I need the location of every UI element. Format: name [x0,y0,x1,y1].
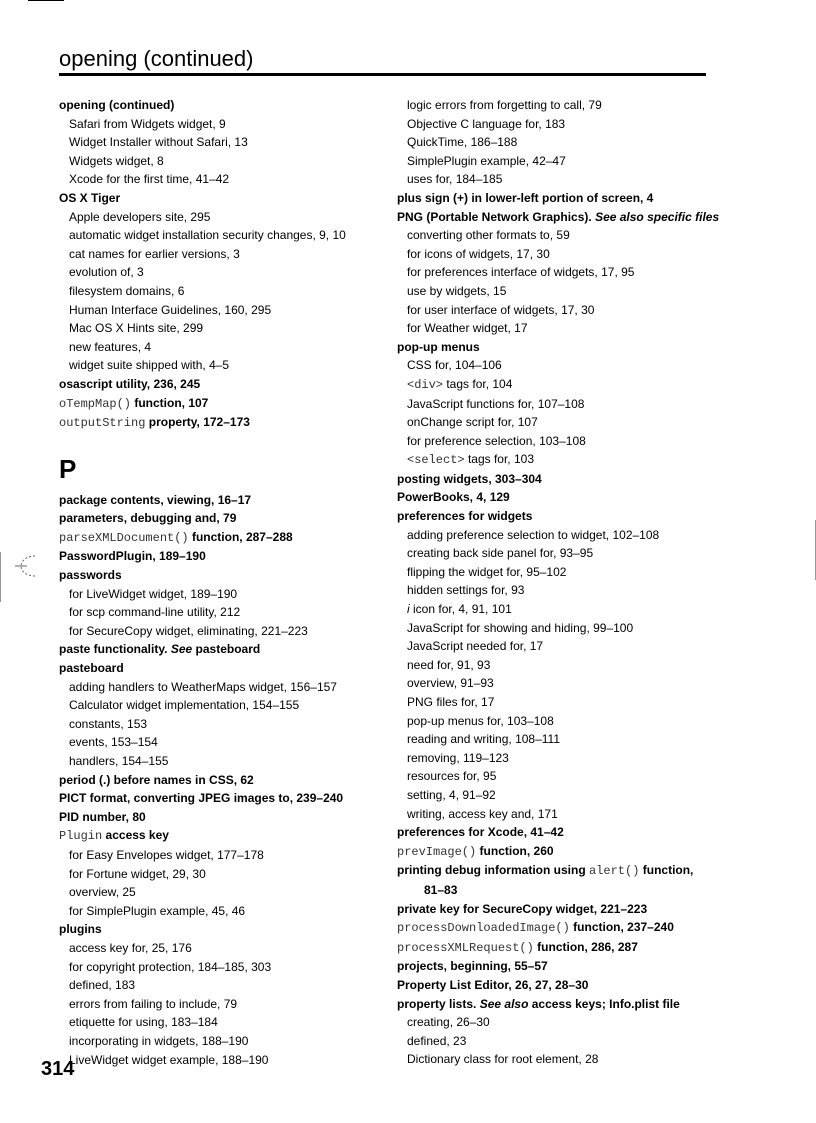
index-subentry: overview, 25 [69,885,136,900]
index-column-left [59,96,389,1069]
index-subentry: evolution of, 3 [69,265,144,280]
index-entry [397,861,717,881]
index-subentry: etiquette for using, 183–184 [69,1015,218,1030]
index-entry-continuation: 81–83 [424,882,458,897]
index-subentry: handlers, 154–155 [69,754,169,768]
section-letter: P [59,453,77,484]
index-subentry: Objective C language for, 183 [407,116,566,131]
see-target: pasteboard [195,642,261,657]
index-entry [397,842,717,862]
index-entry: Property List Editor, 26, 27, 28–30 [397,977,589,992]
index-subentry: PNG files for, 17 [407,695,495,709]
index-entry: pop-up menus [397,339,480,354]
see-also-reference: See also [479,996,529,1011]
index-subentry: cat names for earlier versions, 3 [69,246,240,261]
code-term: parseXMLDocument() [59,530,189,545]
index-subentry: Dictionary class for root element, 28 [407,1052,599,1067]
index-subentry [397,600,717,619]
index-subentry: SimplePlugin example, 42–47 [407,153,566,168]
entry-locator: tags for, 104 [443,376,513,391]
index-subentry: incorporating in widgets, 188–190 [69,1033,249,1048]
index-entry: private key for SecureCopy widget, 221–223 [397,901,648,916]
top-crop-rule [28,0,64,1]
index-subentry: need for, 91, 93 [407,657,491,672]
entry-locator: function, 237–240 [569,920,674,935]
index-subentry: for SimplePlugin example, 45, 46 [69,903,246,918]
code-term: alert() [588,864,640,879]
code-term: outputString [59,416,146,431]
index-entry [59,640,389,659]
header-rule [59,73,706,76]
index-subentry: Safari from Widgets widget, 9 [69,116,226,131]
index-subentry: constants, 153 [69,716,148,731]
index-entry: preferences for Xcode, 41–42 [397,825,564,840]
index-subentry: defined, 23 [407,1033,467,1048]
page-number: 314 [41,1058,75,1080]
index-subentry: creating, 26–30 [407,1015,490,1030]
index-subentry: reading and writing, 108–111 [407,732,560,747]
index-subentry: for copyright protection, 184–185, 303 [69,959,272,974]
entry-term: PNG (Portable Network Graphics). [397,209,592,224]
index-subentry: Widget Installer without Safari, 13 [69,135,248,150]
entry-locator: property, 172–173 [145,415,250,430]
index-subentry: uses for, 184–185 [407,172,503,187]
index-entry: plus sign (+) in lower-left portion of screen, 4 [397,190,654,205]
index-subentry: for SecureCopy widget, eliminating, 221–223 [69,623,308,638]
index-subentry: Human Interface Guidelines, 160, 295 [69,302,272,317]
see-reference: See [170,642,193,657]
index-subentry: QuickTime, 186–188 [407,135,518,150]
entry-locator: function, 107 [131,395,209,410]
entry-locator: function, 286, 287 [533,939,638,954]
index-subentry: overview, 91–93 [407,676,494,691]
index-subentry [397,450,717,470]
entry-locator: access key [102,828,169,843]
code-term: prevImage() [397,844,477,859]
index-subentry: Widgets widget, 8 [69,153,164,168]
binding-hole-icon [15,553,47,579]
entry-locator: function, 287–288 [188,529,293,544]
index-subentry: for preference selection, 103–108 [407,433,586,448]
index-subentry: automatic widget installation security changes, 9, 10 [69,228,346,243]
index-entry: PasswordPlugin, 189–190 [59,549,206,564]
index-entry [397,938,717,958]
index-subentry: resources for, 95 [407,769,497,784]
index-entry: preferences for widgets [397,509,533,524]
index-entry [397,208,720,227]
index-subentry: onChange script for, 107 [407,415,538,430]
index-subentry: filesystem domains, 6 [69,283,185,298]
index-entry: opening (continued) [59,98,175,112]
index-subentry: new features, 4 [69,339,152,354]
index-subentry: errors from failing to include, 79 [69,996,238,1011]
index-entry: passwords [59,568,122,583]
index-subentry: for Easy Envelopes widget, 177–178 [69,847,264,862]
entry-term: property lists. [397,996,477,1011]
code-term: <div> [407,377,444,392]
index-entry [59,528,389,548]
index-subentry: widget suite shipped with, 4–5 [69,358,230,373]
see-also-reference: See also specific files [595,209,720,224]
index-subentry: logic errors from forgetting to call, 79 [407,98,602,112]
index-entry: plugins [59,922,102,937]
index-subentry: CSS for, 104–106 [407,358,502,373]
entry-locator: function, 260 [476,843,554,858]
index-subentry: creating back side panel for, 93–95 [407,546,594,561]
index-subentry: writing, access key and, 171 [407,806,558,821]
index-column-right [397,96,720,1069]
index-subentry: access key for, 25, 176 [69,940,192,955]
index-entry: period (.) before names in CSS, 62 [59,772,254,787]
index-entry: OS X Tiger [59,190,121,205]
index-entry: PICT format, converting JPEG images to, 239–240 [59,791,344,806]
entry-locator: function, [639,863,694,878]
index-subentry: use by widgets, 15 [407,283,507,298]
index-subentry: Apple developers site, 295 [69,209,211,224]
see-target: access keys; Info.plist file [531,996,680,1011]
index-subentry: for Fortune widget, 29, 30 [69,866,206,881]
index-entry [59,394,389,414]
index-entry: projects, beginning, 55–57 [397,959,548,974]
index-subentry: JavaScript needed for, 17 [407,639,544,654]
index-subentry: for preferences interface of widgets, 17, 95 [407,265,635,280]
code-term: oTempMap() [59,396,132,411]
entry-term: paste functionality. [59,642,168,657]
index-subentry: removing, 119–123 [407,750,509,765]
index-entry: package contents, viewing, 16–17 [59,492,252,507]
code-term: Plugin [59,829,103,844]
index-subentry: for Weather widget, 17 [407,321,528,336]
index-entry: PID number, 80 [59,809,146,824]
index-entry: PowerBooks, 4, 129 [397,490,510,505]
entry-term: printing debug information using [397,863,589,878]
index-subentry: defined, 183 [69,978,136,993]
running-head: opening (continued) [59,46,254,71]
index-subentry: Mac OS X Hints site, 299 [69,321,204,336]
index-subentry: hidden settings for, 93 [407,583,525,598]
index-subentry: LiveWidget widget example, 188–190 [69,1052,269,1067]
index-subentry: for user interface of widgets, 17, 30 [407,302,595,317]
index-entry: parameters, debugging and, 79 [59,511,237,526]
entry-locator: icon for, 4, 91, 101 [409,602,512,617]
index-subentry: pop-up menus for, 103–108 [407,713,554,728]
index-entry [59,826,389,846]
index-entry: posting widgets, 303–304 [397,471,542,486]
index-subentry: for icons of widgets, 17, 30 [407,246,550,261]
index-subentry: setting, 4, 91–92 [407,787,496,802]
index-subentry: for LiveWidget widget, 189–190 [69,586,238,601]
index-entry: osascript utility, 236, 245 [59,376,201,391]
index-subentry: JavaScript functions for, 107–108 [407,396,585,411]
italic-term: i [407,602,410,617]
entry-locator: tags for, 103 [464,452,534,467]
index-entry [397,995,717,1014]
code-term: processXMLRequest() [397,940,534,955]
index-entry [59,413,389,433]
index-subentry: converting other formats to, 59 [407,228,570,243]
index-subentry: events, 153–154 [69,735,158,750]
code-term: processDownloadedImage() [397,921,570,936]
index-subentry: flipping the widget for, 95–102 [407,564,567,579]
index-subentry [397,375,717,395]
index-subentry: Xcode for the first time, 41–42 [69,172,230,187]
index-subentry: for scp command-line utility, 212 [69,605,241,620]
code-term: <select> [407,453,465,468]
index-subentry: adding preference selection to widget, 102–108 [407,527,660,542]
index-subentry: adding handlers to WeatherMaps widget, 156–157 [69,679,337,694]
index-entry: pasteboard [59,661,124,676]
left-edge-mark [0,552,1,602]
index-subentry: JavaScript for showing and hiding, 99–100 [407,620,634,635]
index-subentry: Calculator widget implementation, 154–155 [69,698,300,713]
index-entry [397,918,717,938]
